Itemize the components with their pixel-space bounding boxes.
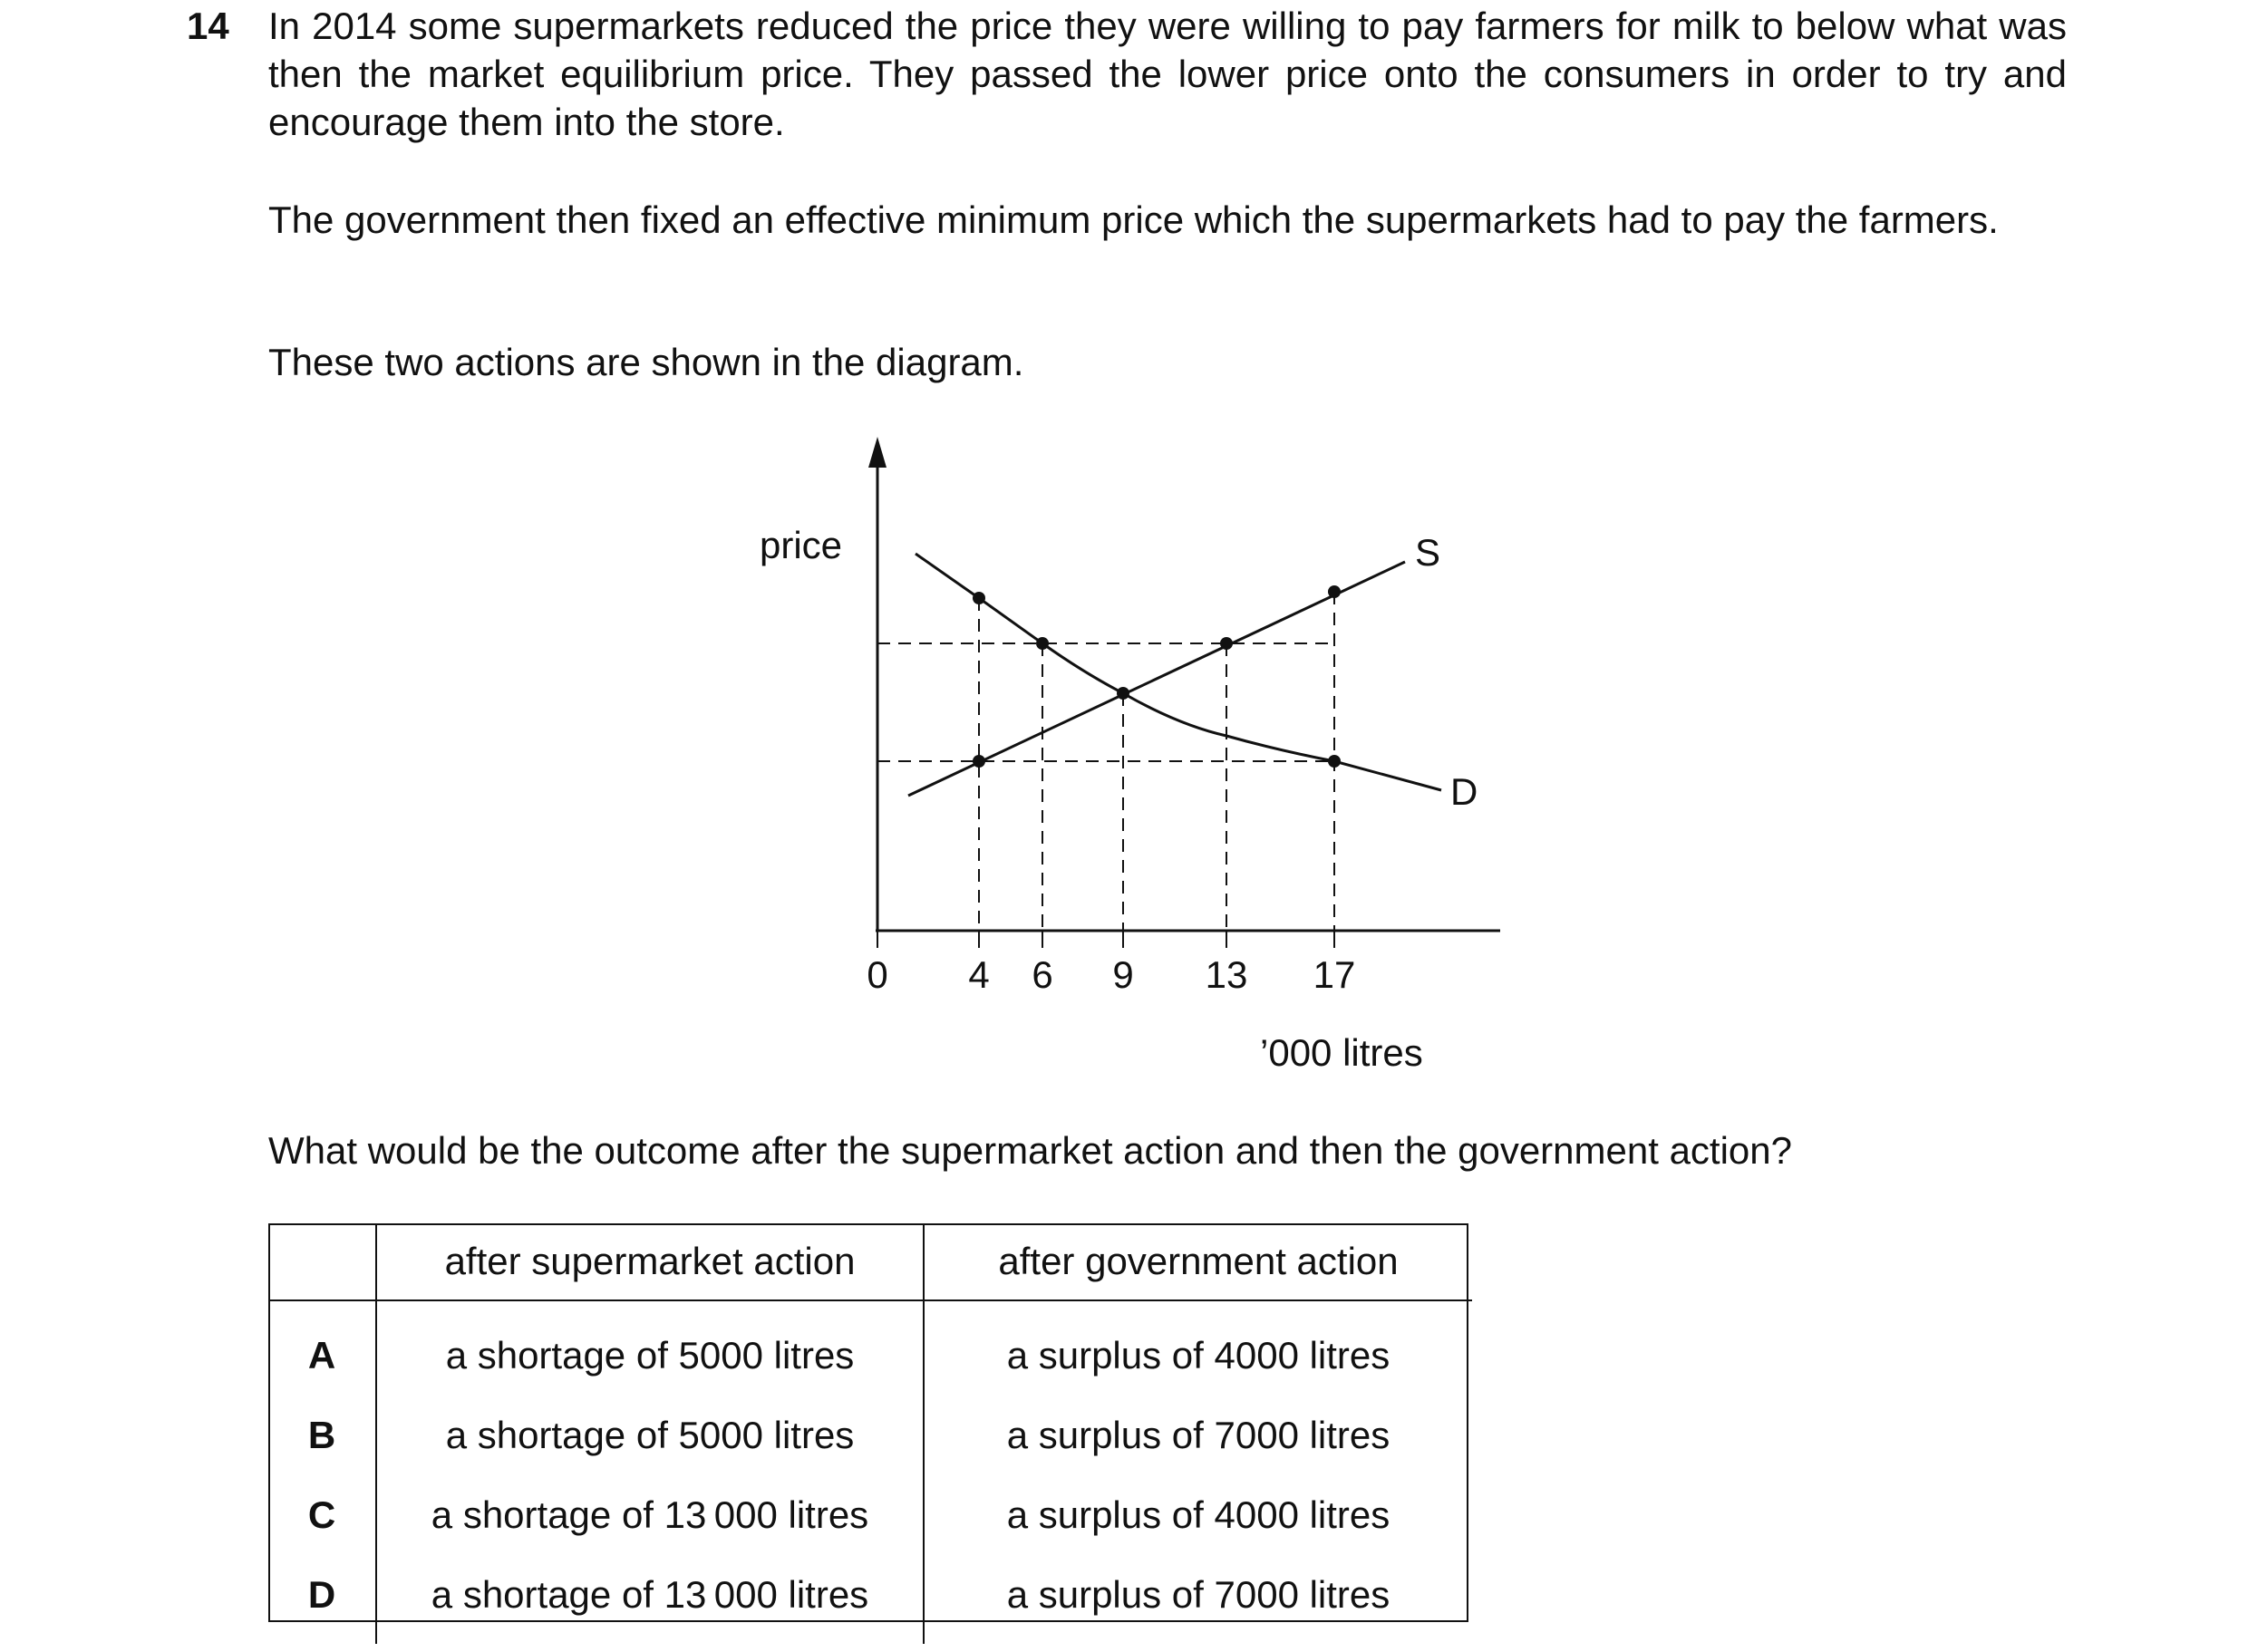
question-paragraph-3: These two actions are shown in the diagram. xyxy=(268,341,1024,383)
question-prompt: What would be the outcome after the supermarket action and then the government action? xyxy=(268,1129,1793,1172)
question-paragraph-1: In 2014 some supermarkets reduced the price they were willing to pay farmers for milk to below what was then the market equilibrium price. They passed the lower price onto the consumers in order to try and encourage them into the store. xyxy=(268,5,2067,143)
supermarket-outcome: a shortage of 13 000 litres xyxy=(376,1555,924,1644)
option-label: B xyxy=(307,1414,336,1456)
supermarket-outcome: a shortage of 13 000 litres xyxy=(376,1475,924,1555)
option-label: A xyxy=(307,1334,336,1377)
demand-point-top xyxy=(973,592,985,604)
table-row xyxy=(268,1555,1472,1644)
table-header-row xyxy=(268,1223,1472,1300)
table-row xyxy=(268,1300,1472,1396)
x-axis-label: ’000 litres xyxy=(1260,1031,1423,1074)
government-outcome: a surplus of 4000 litres xyxy=(924,1475,1472,1555)
x-tick-label: 9 xyxy=(1112,953,1134,996)
supply-point-low xyxy=(973,755,985,768)
table-row xyxy=(268,1396,1472,1475)
question-number: 14 xyxy=(187,5,229,47)
x-tick-label: 4 xyxy=(968,953,990,996)
supermarket-outcome: a shortage of 5000 litres xyxy=(376,1300,924,1396)
option-label: C xyxy=(307,1493,336,1536)
option-label: D xyxy=(307,1573,336,1616)
table-row xyxy=(268,1475,1472,1555)
supply-point-top xyxy=(1328,585,1341,598)
question-paragraph-2: The government then fixed an effective minimum price which the supermarkets had to pay the farmers. xyxy=(268,198,1999,241)
government-outcome: a surplus of 7000 litres xyxy=(924,1555,1472,1644)
x-tick-label: 0 xyxy=(867,953,888,996)
table-header-cell: after supermarket action xyxy=(376,1223,924,1300)
government-outcome: a surplus of 4000 litres xyxy=(924,1300,1472,1396)
answer-options-table xyxy=(268,1223,1472,1644)
x-tick-label: 6 xyxy=(1032,953,1053,996)
y-axis-arrowhead xyxy=(868,437,887,468)
demand-point-high xyxy=(1036,637,1049,650)
demand-point-low xyxy=(1328,755,1341,768)
equilibrium-point xyxy=(1117,687,1129,700)
table-header-cell xyxy=(268,1223,376,1300)
supply-label: S xyxy=(1415,531,1441,574)
supply-point-high xyxy=(1220,637,1233,650)
demand-label: D xyxy=(1450,770,1478,813)
table-header-cell: after government action xyxy=(924,1223,1472,1300)
x-tick-label: 17 xyxy=(1313,953,1356,996)
y-axis-label: price xyxy=(760,524,843,566)
x-tick-label: 13 xyxy=(1205,953,1248,996)
government-outcome: a surplus of 7000 litres xyxy=(924,1396,1472,1475)
x-axis-ticks xyxy=(877,931,1334,948)
supermarket-outcome: a shortage of 5000 litres xyxy=(376,1396,924,1475)
